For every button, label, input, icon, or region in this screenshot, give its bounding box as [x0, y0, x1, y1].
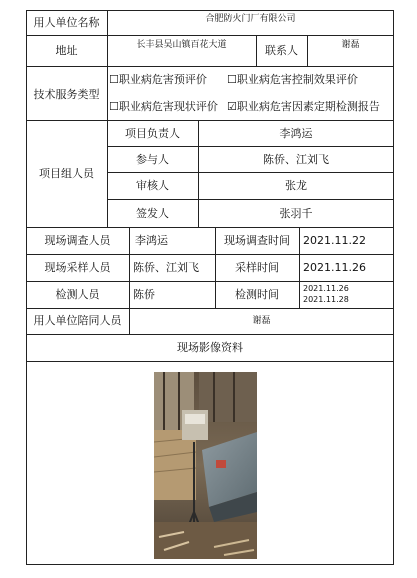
team-role: 参与人 — [136, 153, 169, 166]
team-role: 项目负责人 — [125, 127, 180, 140]
team-role: 审核人 — [136, 179, 169, 192]
row-divider — [26, 254, 394, 255]
row-divider — [26, 35, 394, 36]
escort-label: 用人单位陪同人员 — [33, 314, 122, 327]
site-photo — [154, 372, 257, 559]
site-survey-time: 2021.11.22 — [303, 234, 366, 247]
row-divider — [26, 361, 394, 362]
sampling-person-label: 现场采样人员 — [44, 261, 111, 274]
address-value: 长丰县吴山镇百花大道 — [136, 40, 227, 50]
service-type-label: 技术服务类型 — [33, 88, 100, 101]
team-name: 张龙 — [285, 179, 307, 192]
row-divider — [107, 199, 394, 200]
site-images-label: 现场影像资料 — [177, 341, 243, 354]
row-divider — [26, 120, 394, 121]
team-name: 李鸿运 — [279, 127, 313, 140]
address-label: 地址 — [55, 44, 78, 57]
site-photo-image — [154, 372, 257, 559]
service-option-control-effect: ☐职业病危害控制效果评价 — [227, 73, 358, 86]
testing-person-label: 检测人员 — [55, 288, 100, 301]
testing-time-label: 检测时间 — [235, 288, 279, 301]
row-divider — [26, 308, 394, 309]
row-divider — [107, 172, 394, 173]
row-divider — [107, 146, 394, 147]
col-divider — [107, 10, 108, 121]
service-option-periodic-testing: ☑职业病危害因素定期检测报告 — [227, 100, 380, 113]
row-divider — [26, 334, 394, 335]
escort-value: 谢磊 — [252, 316, 271, 326]
row-divider — [26, 66, 394, 67]
service-option-status-evaluation: ☐职业病危害现状评价 — [109, 100, 218, 113]
row-divider — [26, 281, 394, 282]
testing-time-start: 2021.11.26 — [303, 284, 349, 293]
contact-value: 谢磊 — [341, 40, 360, 50]
team-name: 陈侨、江刘飞 — [263, 153, 329, 166]
sampling-time: 2021.11.26 — [303, 261, 366, 274]
employer-label: 用人单位名称 — [33, 16, 100, 29]
site-survey-time-label: 现场调查时间 — [224, 234, 290, 247]
team-name: 张羽千 — [279, 207, 313, 220]
service-option-pre-evaluation: ☐职业病危害预评价 — [109, 73, 207, 86]
contact-label: 联系人 — [265, 44, 298, 57]
sampling-time-label: 采样时间 — [235, 261, 279, 274]
row-divider — [26, 227, 394, 228]
testing-person: 陈侨 — [133, 288, 155, 301]
sampling-person: 陈侨、江刘飞 — [133, 261, 199, 274]
team-role: 签发人 — [136, 207, 169, 220]
project-team-label: 项目组人员 — [39, 167, 94, 180]
employer-value: 合肥防火门厂有限公司 — [205, 14, 296, 24]
site-survey-person-label: 现场调查人员 — [44, 234, 111, 247]
col-divider — [299, 227, 300, 308]
testing-time-end: 2021.11.28 — [303, 295, 349, 304]
site-survey-person: 李鸿运 — [135, 234, 168, 247]
